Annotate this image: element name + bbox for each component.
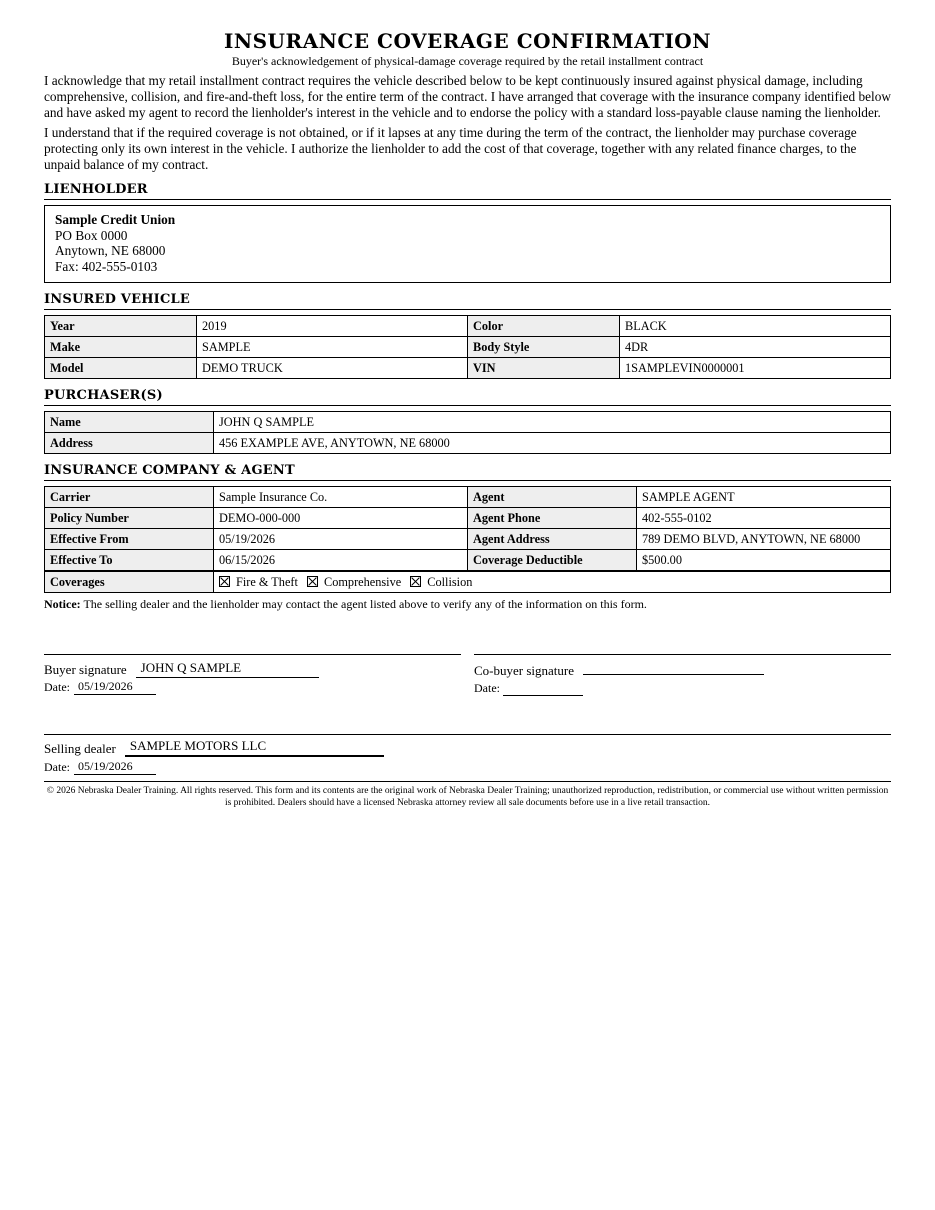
table-row: [45, 433, 891, 454]
model-value: DEMO TRUCK: [197, 358, 468, 379]
deductible-value: $500.00: [637, 550, 891, 572]
dealer-signature-field[interactable]: SAMPLE MOTORS LLC: [125, 738, 384, 757]
checked-box-icon[interactable]: [410, 576, 421, 587]
dealer-date-field[interactable]: 05/19/2026: [74, 759, 156, 775]
agent-phone-label: Agent Phone: [468, 508, 637, 529]
vehicle-heading: INSURED VEHICLE: [44, 292, 891, 310]
notice: [44, 597, 891, 612]
lienholder-address-line2: Anytown, NE 68000: [55, 243, 166, 258]
table-row: [45, 487, 891, 508]
dealer-signature-label: Selling dealer: [44, 741, 116, 756]
effective-to-value: 06/15/2026: [214, 550, 468, 572]
checked-box-icon[interactable]: [307, 576, 318, 587]
coverages-label: Coverages: [45, 571, 214, 593]
buyer-signature-block: [44, 654, 461, 696]
lienholder-fax: Fax: 402-555-0103: [55, 258, 158, 274]
cobuyer-date-label: Date:: [474, 681, 500, 695]
body-style-label: Body Style: [468, 337, 620, 358]
make-value: SAMPLE: [197, 337, 468, 358]
table-row: [45, 508, 891, 529]
carrier-label: Carrier: [45, 487, 214, 508]
color-value: BLACK: [620, 316, 891, 337]
buyer-date-label: Date:: [44, 680, 70, 694]
carrier-value: Sample Insurance Co.: [214, 487, 468, 508]
agent-phone-value: 402-555-0102: [637, 508, 891, 529]
notice-label: Notice:: [44, 597, 81, 611]
coverage-label: Fire & Theft: [236, 574, 298, 589]
coverage-collision[interactable]: [410, 575, 472, 589]
coverage-label: Comprehensive: [324, 574, 402, 589]
table-row: [45, 412, 891, 433]
dealer-date-label: Date:: [44, 760, 70, 774]
policy-number-value: DEMO-000-000: [214, 508, 468, 529]
table-row: [45, 529, 891, 550]
deductible-label: Coverage Deductible: [468, 550, 637, 572]
coverage-comprehensive[interactable]: [307, 575, 401, 589]
table-row: [45, 337, 891, 358]
effective-from-value: 05/19/2026: [214, 529, 468, 550]
lienholder-name: Sample Credit Union: [55, 212, 176, 227]
purchaser-heading: PURCHASER(S): [44, 388, 891, 406]
form-title: INSURANCE COVERAGE CONFIRMATION: [223, 29, 712, 53]
table-row: [45, 358, 891, 379]
table-row: [45, 316, 891, 337]
vin-value: 1SAMPLEVIN0000001: [620, 358, 891, 379]
purchaser-address-value: 456 EXAMPLE AVE, ANYTOWN, NE 68000: [214, 433, 891, 454]
buyer-signature-label: Buyer signature: [44, 662, 127, 677]
cobuyer-signature-label: Co-buyer signature: [474, 663, 575, 678]
agent-value: SAMPLE AGENT: [637, 487, 891, 508]
purchaser-address-label: Address: [45, 433, 214, 454]
lienholder-box: [44, 205, 891, 283]
lienholder-heading: LIENHOLDER: [44, 182, 891, 200]
copyright-footer: © 2026 Nebraska Dealer Training. All rights reserved. This form and its contents are the original work of Nebraska Dealer Training; unauthorized reproduction, redistribution, or commercial use without written permission is prohibited. Dealers should have a licensed Nebraska attorney review all sale documents before use in a live retail transaction.: [44, 781, 891, 809]
table-row: [45, 571, 891, 593]
purchaser-table: [44, 411, 891, 454]
buyer-signature-field[interactable]: JOHN Q SAMPLE: [136, 660, 319, 678]
color-label: Color: [468, 316, 620, 337]
model-label: Model: [45, 358, 197, 379]
make-label: Make: [45, 337, 197, 358]
coverages-value: [214, 571, 891, 593]
coverage-label: Collision: [427, 574, 473, 589]
form-subtitle: Buyer's acknowledgement of physical-damage coverage required by the retail installment contract: [231, 54, 704, 68]
effective-to-label: Effective To: [45, 550, 214, 572]
purchaser-name-label: Name: [45, 412, 214, 433]
cobuyer-date-field[interactable]: [503, 680, 583, 696]
notice-text: The selling dealer and the lienholder may contact the agent listed above to verify any of the information on this form.: [80, 597, 647, 611]
effective-from-label: Effective From: [45, 529, 214, 550]
agent-address-label: Agent Address: [468, 529, 637, 550]
policy-number-label: Policy Number: [45, 508, 214, 529]
table-row: [45, 550, 891, 572]
dealer-signature-block: [44, 734, 891, 775]
purchaser-name-value: JOHN Q SAMPLE: [214, 412, 891, 433]
coverage-fire-theft[interactable]: [219, 575, 298, 589]
insurance-heading: INSURANCE COMPANY & AGENT: [44, 463, 891, 481]
authorization-paragraph: I understand that if the required coverage is not obtained, or if it lapses at any time during the term of the contract, the lienholder may purchase coverage protecting only its own interest in the vehicle. I authorize the lienholder to add the cost of that coverage, together with any related finance charges, to the unpaid balance of my contract.: [44, 125, 857, 172]
acknowledgement-paragraph: I acknowledge that my retail installment contract requires the vehicle described below to be kept continuously insured against physical damage, including comprehensive, collision, and fire-and-theft loss, for the entire term of the contract. I have arranged that coverage with the insurance company identified below and have asked my agent to record the lienholder's interest in the vehicle and to endorse the policy with a standard loss-payable clause naming the lienholder.: [44, 73, 891, 120]
agent-address-value: 789 DEMO BLVD, ANYTOWN, NE 68000: [637, 529, 891, 550]
body-style-value: 4DR: [620, 337, 891, 358]
agent-label: Agent: [468, 487, 637, 508]
checked-box-icon[interactable]: [219, 576, 230, 587]
year-value: 2019: [197, 316, 468, 337]
cobuyer-signature-field[interactable]: [583, 660, 764, 675]
lienholder-address-line1: PO Box 0000: [55, 227, 128, 243]
cobuyer-signature-block: [474, 654, 891, 696]
insurance-table: [44, 486, 891, 593]
vehicle-table: [44, 315, 891, 379]
buyer-date-field[interactable]: 05/19/2026: [74, 679, 156, 695]
signature-row: [44, 654, 891, 696]
vin-label: VIN: [468, 358, 620, 379]
year-label: Year: [45, 316, 197, 337]
